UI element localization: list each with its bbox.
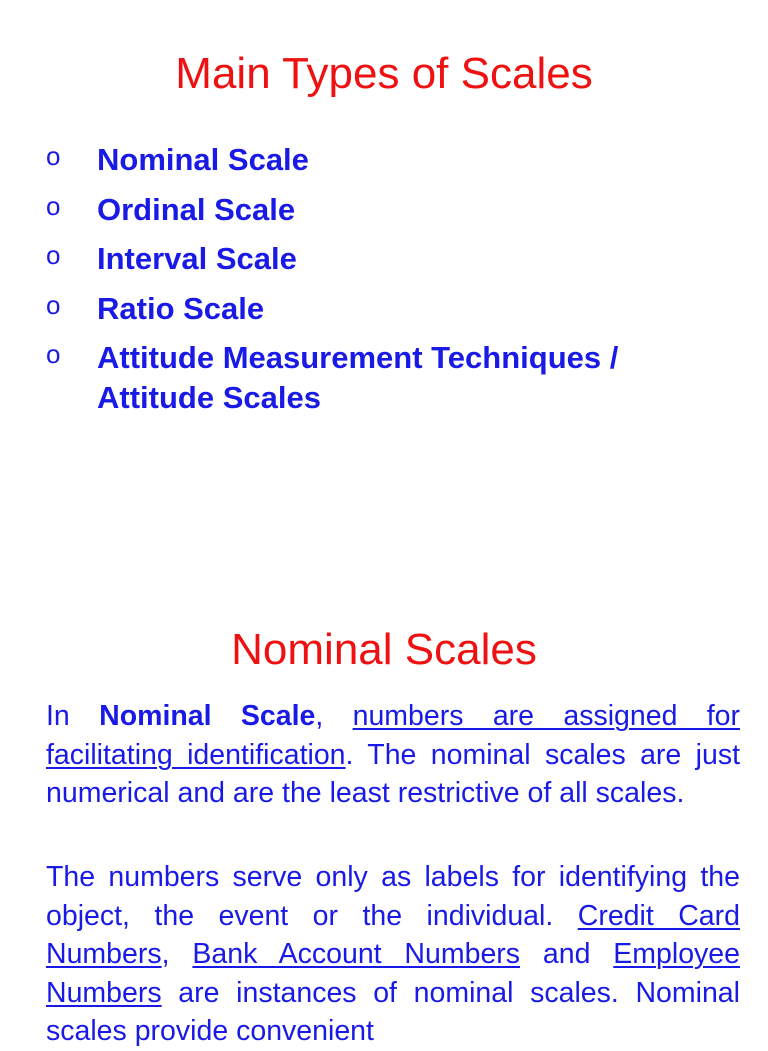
list-item	[46, 289, 726, 329]
text-run: and	[520, 938, 614, 970]
list-item-label: Ratio Scale	[97, 290, 265, 326]
section-title: Nominal Scales	[231, 625, 537, 674]
text-run: are instances of nominal scales. Nominal scales provide convenient	[46, 976, 740, 1047]
term-bold: Nominal Scale	[99, 700, 316, 732]
page-title: Main Types of Scales	[175, 49, 593, 98]
text-run: ,	[161, 938, 193, 970]
list-item-label: Nominal Scale	[97, 142, 309, 177]
bullet-marker: o	[46, 289, 61, 320]
underlined-example: Credit Card Numbers	[46, 899, 741, 970]
list-item	[46, 190, 726, 230]
underlined-example: Bank Account Numbers	[192, 938, 521, 970]
text-run: . The nominal scales are just numerical and are the least restrictive of all scales.	[46, 738, 740, 809]
list-item-label: Interval Scale	[97, 241, 297, 276]
list-item-label: Ordinal Scale	[97, 191, 296, 227]
bullet-marker: o	[46, 339, 61, 369]
bullet-marker: o	[46, 190, 61, 221]
paragraph-examples	[46, 858, 740, 1051]
list-item-label: Attitude Measurement Techniques / Attitude Scales	[97, 340, 619, 415]
list-item	[46, 338, 726, 418]
bullet-marker: o	[46, 141, 61, 171]
underlined-example: Employee Numbers	[46, 938, 740, 1009]
list-item	[46, 140, 726, 180]
text-run: ,	[315, 700, 353, 732]
bullet-marker: o	[46, 240, 61, 270]
underlined-phrase: numbers are assigned for facilitating identification	[46, 700, 741, 771]
text-run: In	[46, 700, 100, 732]
list-item	[46, 239, 726, 279]
text-run: The numbers serve only as labels for identifying the object, the event or the individual.	[46, 861, 740, 932]
scale-types-list	[46, 140, 726, 428]
paragraph-definition	[46, 697, 740, 813]
